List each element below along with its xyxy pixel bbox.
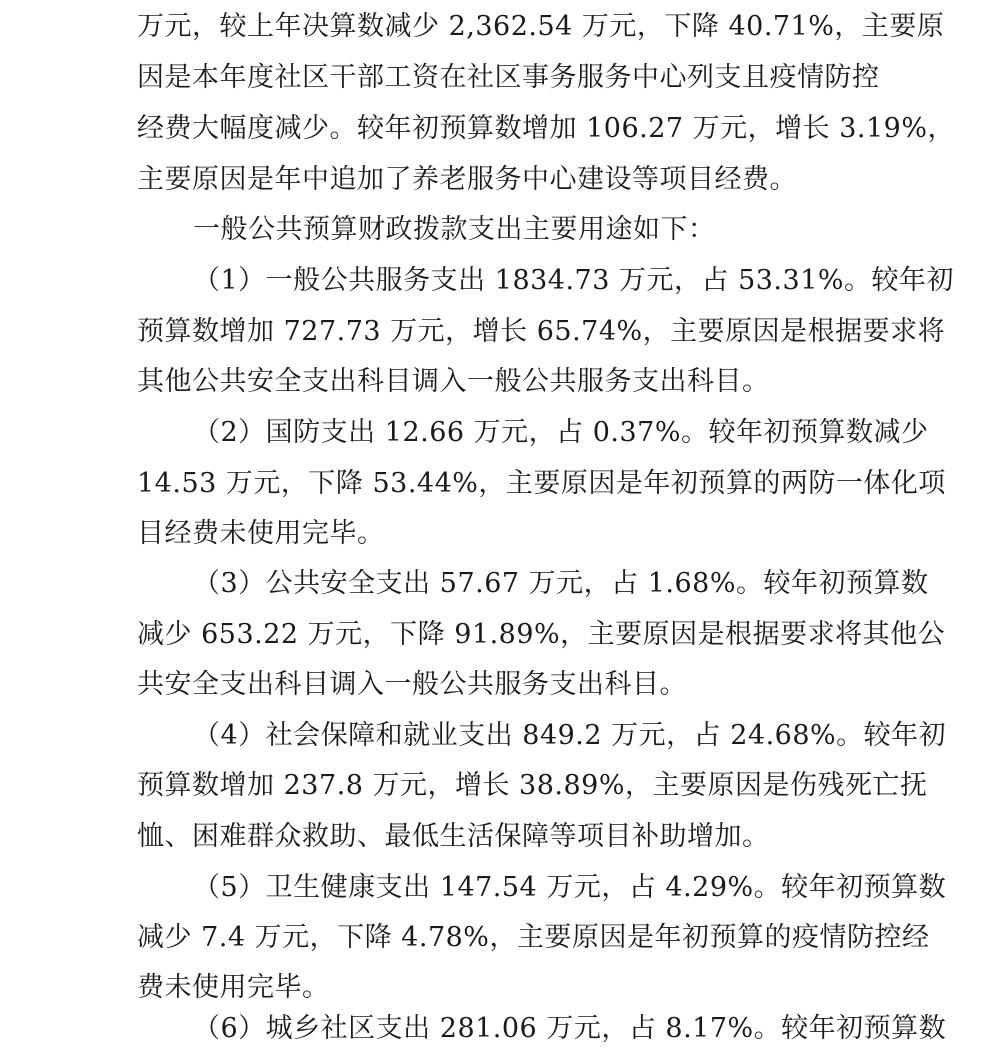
text-line: 共安全支出科目调入一般公共服务支出科目。 xyxy=(137,669,687,700)
item-3-line: （3）公共安全支出 57.67 万元，占 1.68%。较年初预算数 xyxy=(193,568,929,599)
text-line: 预算数增加 727.73 万元，增长 65.74%，主要原因是根据要求将 xyxy=(137,316,946,347)
item-5-line: （5）卫生健康支出 147.54 万元，占 4.29%。较年初预算数 xyxy=(193,872,947,903)
text-line: 目经费未使用完毕。 xyxy=(137,518,385,549)
text-line: 因是本年度社区干部工资在社区事务服务中心列支且疫情防控 xyxy=(137,62,880,93)
text-line: 主要原因是年中追加了养老服务中心建设等项目经费。 xyxy=(137,164,797,195)
item-6-line: （6）城乡社区支出 281.06 万元，占 8.17%。较年初预算数 xyxy=(193,1013,947,1044)
text-line: 其他公共安全支出科目调入一般公共服务支出科目。 xyxy=(137,366,770,397)
text-line: 预算数增加 237.8 万元，增长 38.89%，主要原因是伤残死亡抚 xyxy=(137,770,928,801)
text-line: 万元，较上年决算数减少 2,362.54 万元，下降 40.71%，主要原 xyxy=(137,11,945,42)
text-line: 减少 7.4 万元，下降 4.78%，主要原因是年初预算的疫情防控经 xyxy=(137,922,930,953)
text-line: 14.53 万元，下降 53.44%，主要原因是年初预算的两防一体化项 xyxy=(137,468,946,499)
text-line: 恤、困难群众救助、最低生活保障等项目补助增加。 xyxy=(137,821,770,852)
text-line: 经费大幅度减少。较年初预算数增加 106.27 万元，增长 3.19%， xyxy=(137,113,955,144)
text-line: 费未使用完毕。 xyxy=(137,972,330,1003)
item-4-line: （4）社会保障和就业支出 849.2 万元，占 24.68%。较年初 xyxy=(193,720,947,751)
item-2-line: （2）国防支出 12.66 万元，占 0.37%。较年初预算数减少 xyxy=(193,417,929,448)
section-intro: 一般公共预算财政拨款支出主要用途如下： xyxy=(193,214,716,245)
text-line: 减少 653.22 万元，下降 91.89%，主要原因是根据要求将其他公 xyxy=(137,619,946,650)
item-1-line: （1）一般公共服务支出 1834.73 万元，占 53.31%。较年初 xyxy=(193,265,955,296)
